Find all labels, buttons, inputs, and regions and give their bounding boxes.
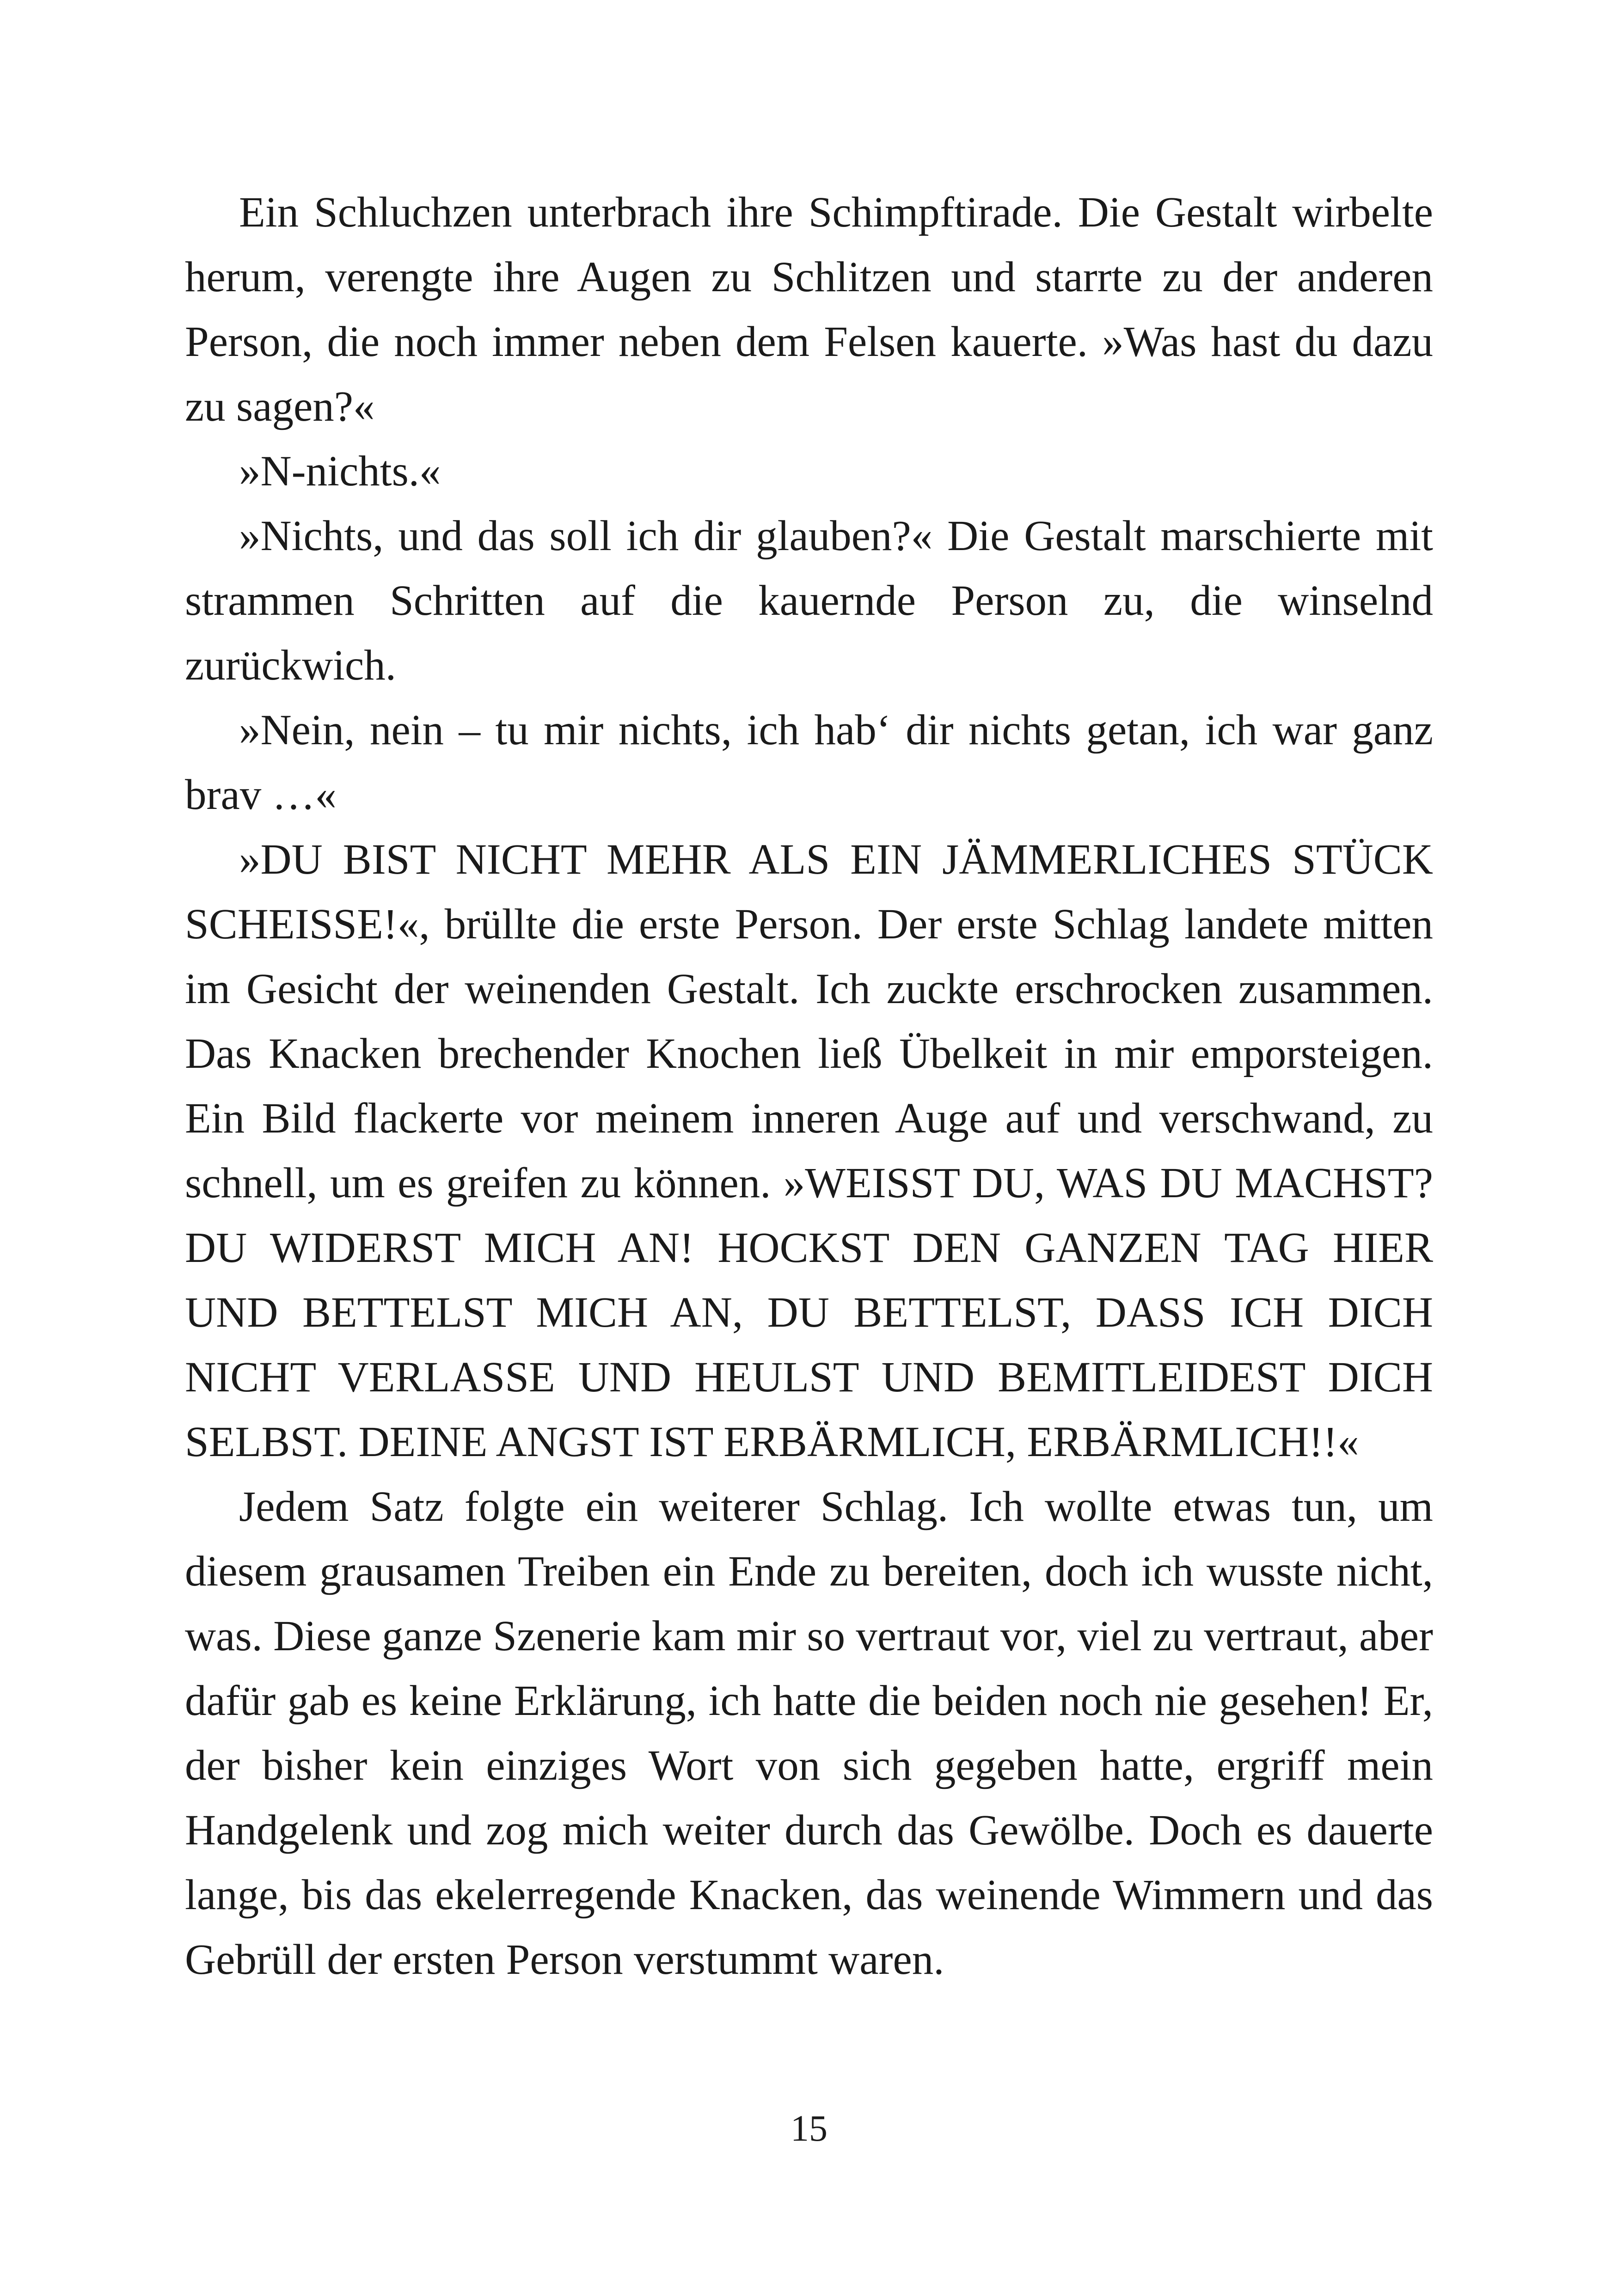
paragraph: »Nichts, und das soll ich dir glauben?« Die Gestalt marschierte mit strammen Schritten auf die kauernde Person zu, die winselnd zurückwich.	[185, 512, 1433, 689]
body-text	[185, 180, 1433, 1992]
paragraph: Ein Schluchzen unterbrach ihre Schimpftirade. Die Gestalt wirbelte herum, verengte ihre Augen zu Schlitzen und starrte zu der anderen Person, die noch immer neben dem Felsen kauerte. »Was hast du dazu zu sagen?«	[185, 189, 1433, 430]
paragraph: Jedem Satz folgte ein weiterer Schlag. Ich wollte etwas tun, um diesem grausamen Treiben ein Ende zu bereiten, doch ich wusste nicht, was. Diese ganze Szenerie kam mir so vertraut vor, viel zu vertraut, aber dafür gab es keine Erklärung, ich hatte die beiden noch nie gesehen! Er, der bisher kein einziges Wort von sich gegeben hatte, ergriff mein Handgelenk und zog mich weiter durch das Gewölbe. Doch es dauerte lange, bis das ekelerregende Knacken, das weinende Wimmern und das Gebrüll der ersten Person verstummt waren.	[185, 1483, 1433, 1984]
page-number: 15	[791, 2108, 827, 2149]
paragraph: »Nein, nein – tu mir nichts, ich hab‘ dir nichts getan, ich war ganz brav …«	[185, 706, 1433, 819]
paragraph: »N-nichts.«	[239, 447, 441, 495]
paragraph: »DU BIST NICHT MEHR ALS EIN JÄMMERLICHES STÜCK SCHEISSE!«, brüllte die erste Person. Der erste Schlag landete mitten im Gesicht der weinenden Gestalt. Ich zuckte erschrocken zusammen. Das Knacken brechender Knochen ließ Übelkeit in mir emporsteigen. Ein Bild flackerte vor meinem inneren Auge auf und verschwand, zu schnell, um es greifen zu können. »WEISST DU, WAS DU MACHST? DU WIDERST MICH AN! HOCKST DEN GANZEN TAG HIER UND BETTELST MICH AN, DU BETTELST, DASS ICH DICH NICHT VERLASSE UND HEULST UND BEMITLEIDEST DICH SELBST. DEINE ANGST IST ERBÄRMLICH, ERBÄRMLICH!!«	[185, 836, 1433, 1466]
